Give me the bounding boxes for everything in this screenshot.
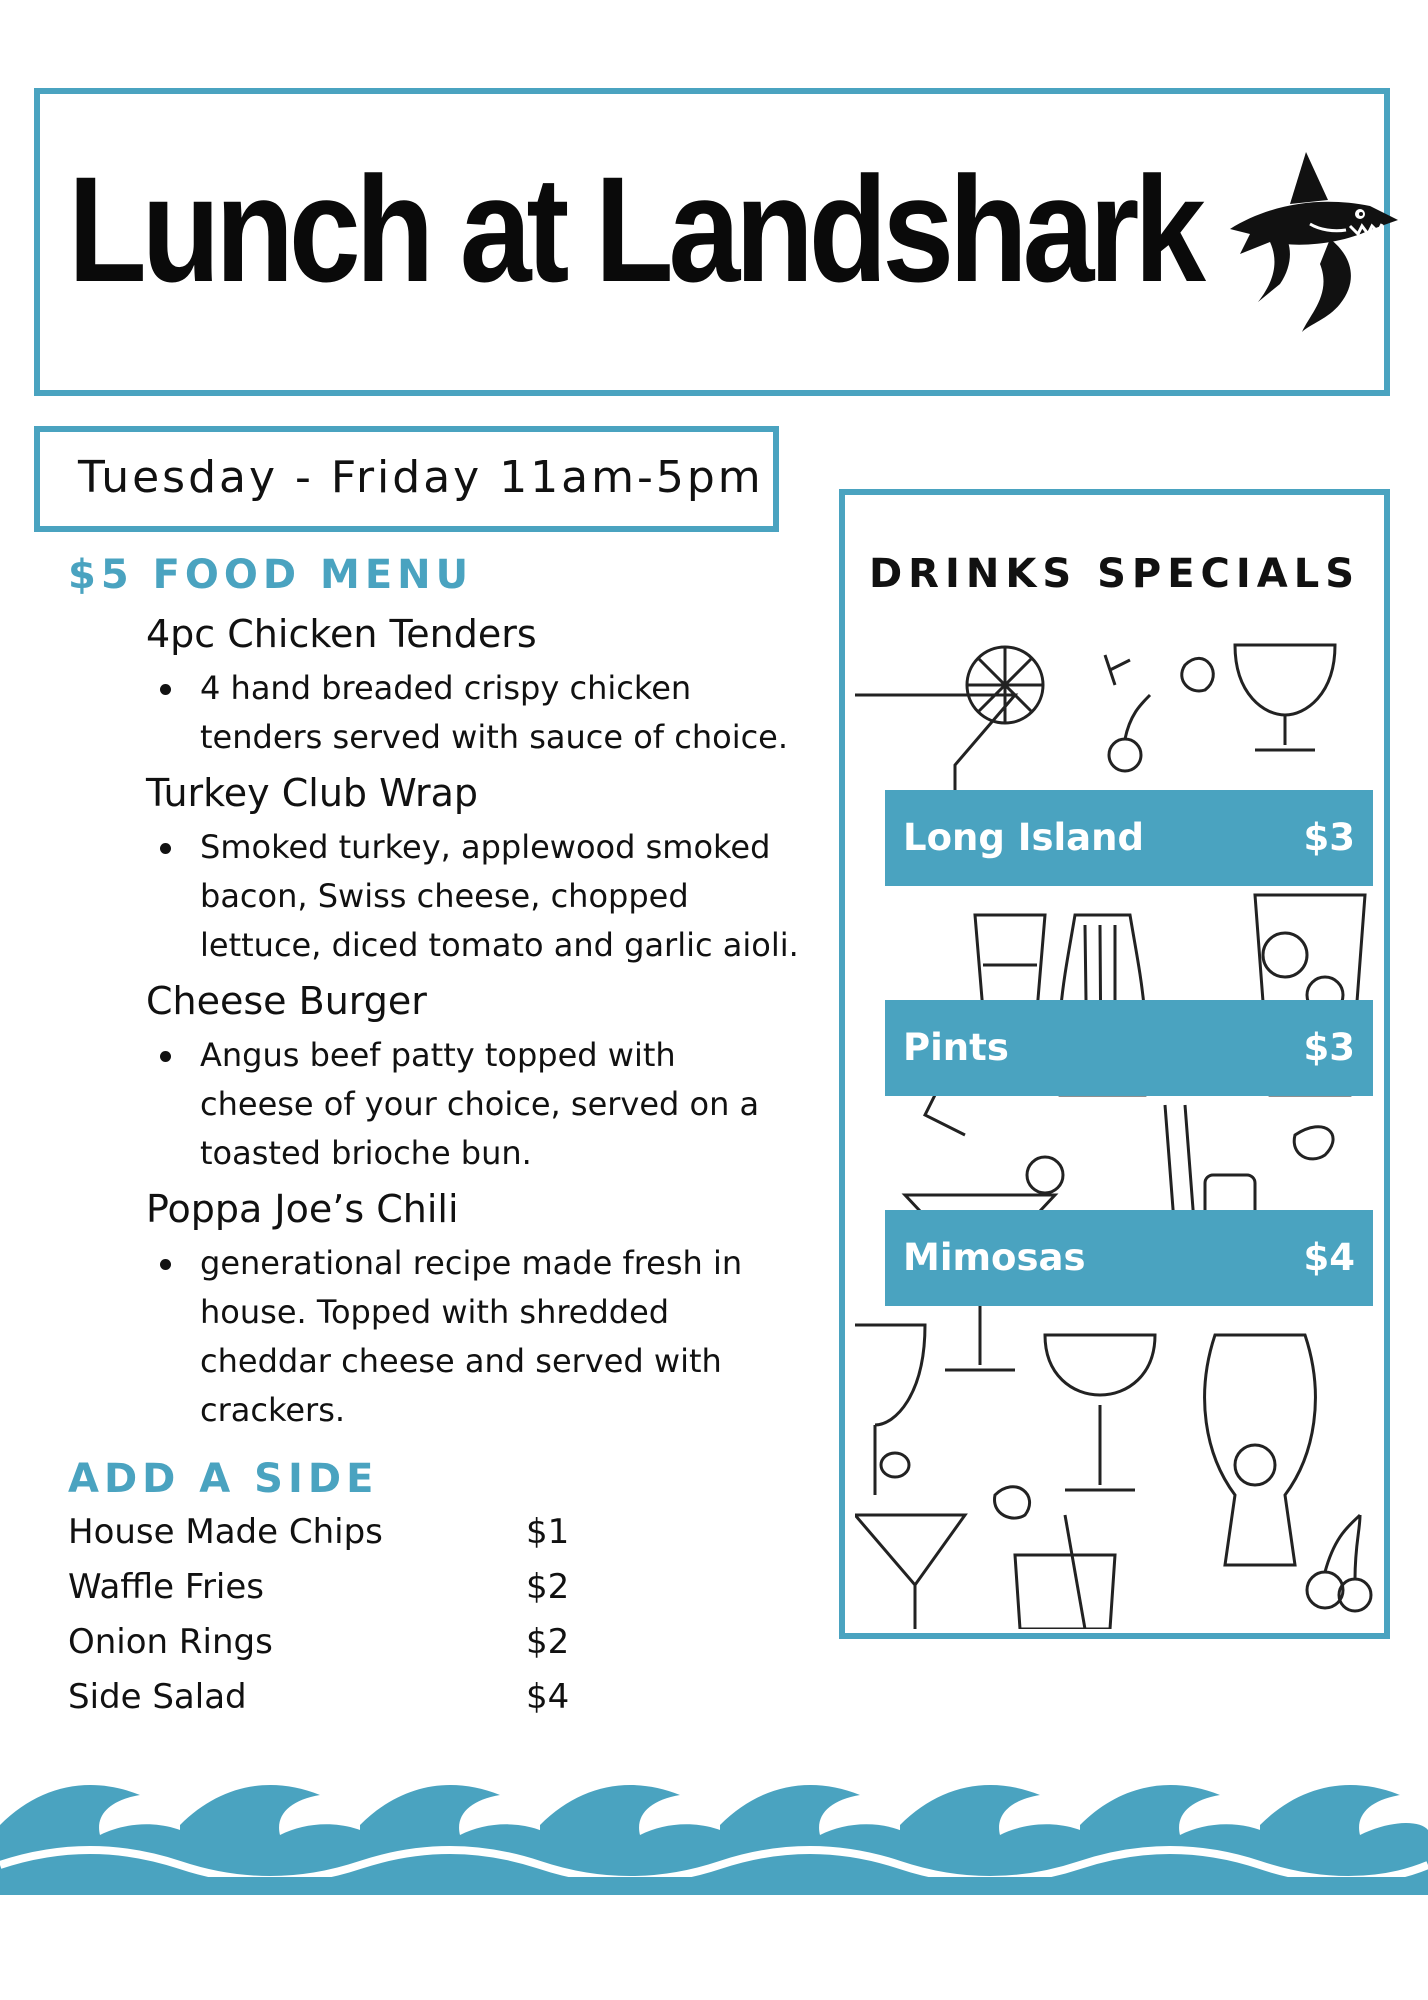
desc-line: lettuce, diced tomato and garlic aioli. [200, 926, 799, 964]
drink-name: Pints [903, 1026, 1009, 1069]
desc-line: Angus beef patty topped with [200, 1036, 676, 1074]
drinks-heading: DRINKS SPECIALS [868, 551, 1361, 597]
bullet-icon [160, 1051, 171, 1062]
side-name: Side Salad [68, 1677, 247, 1717]
drink-price: $4 [1303, 1236, 1355, 1279]
desc-line: tenders served with sauce of choice. [200, 718, 789, 756]
hours-box [34, 426, 779, 532]
desc-line: generational recipe made fresh in [200, 1244, 743, 1282]
drink-special-long-island [885, 790, 1373, 886]
desc-line: bacon, Swiss cheese, chopped [200, 877, 689, 915]
drink-special-mimosas [885, 1210, 1373, 1306]
desc-line: 4 hand breaded crispy chicken [200, 669, 692, 707]
side-price: $2 [526, 1567, 570, 1607]
side-name: Onion Rings [68, 1622, 273, 1662]
desc-line: Smoked turkey, applewood smoked [200, 828, 771, 866]
side-row [68, 1567, 608, 1617]
menu-item-desc [200, 664, 788, 762]
side-price: $4 [526, 1677, 570, 1717]
sides-heading: ADD A SIDE [68, 1456, 379, 1502]
side-name: House Made Chips [68, 1512, 383, 1552]
menu-item-desc [200, 1031, 759, 1178]
desc-line: cheddar cheese and served with [200, 1342, 722, 1380]
side-row [68, 1622, 608, 1672]
drink-name: Long Island [903, 816, 1144, 859]
side-name: Waffle Fries [68, 1567, 265, 1607]
drink-name: Mimosas [903, 1236, 1086, 1279]
side-row [68, 1677, 608, 1727]
hours-text: Tuesday - Friday 11am-5pm [78, 452, 764, 503]
side-price: $1 [526, 1512, 570, 1552]
cocktail-illustration [855, 635, 1374, 1629]
bullet-icon [160, 684, 171, 695]
menu-item-name: Cheese Burger [146, 979, 427, 1023]
drinks-panel [839, 489, 1390, 1639]
waves-icon [0, 1765, 1428, 1895]
bullet-icon [160, 843, 171, 854]
drink-price: $3 [1303, 816, 1355, 859]
side-row [68, 1512, 608, 1562]
menu-item-name: Turkey Club Wrap [146, 771, 479, 815]
title-banner [34, 88, 1390, 396]
food-menu-heading: $5 FOOD MENU [68, 552, 474, 598]
menu-item-desc [200, 823, 799, 970]
page-title: Lunch at Landshark [68, 145, 1201, 313]
side-price: $2 [526, 1622, 570, 1662]
menu-item-name: 4pc Chicken Tenders [146, 612, 537, 656]
bullet-icon [160, 1259, 171, 1270]
menu-item-name: Poppa Joe’s Chili [146, 1187, 459, 1231]
drink-price: $3 [1303, 1026, 1355, 1069]
drink-special-pints [885, 1000, 1373, 1096]
desc-line: toasted brioche bun. [200, 1134, 532, 1172]
cocktail-pattern-icon [855, 635, 1374, 1629]
desc-line: house. Topped with shredded [200, 1293, 670, 1331]
menu-item-desc [200, 1239, 742, 1435]
shark-icon [1210, 134, 1410, 334]
desc-line: crackers. [200, 1391, 346, 1429]
desc-line: cheese of your choice, served on a [200, 1085, 760, 1123]
